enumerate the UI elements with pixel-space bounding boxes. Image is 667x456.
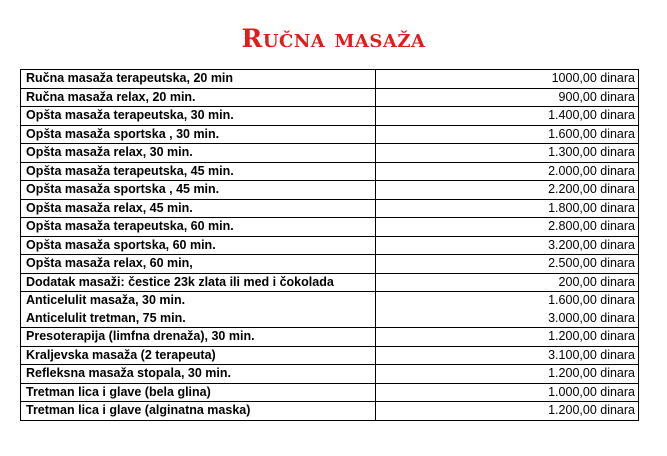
table-row <box>21 181 639 200</box>
table-row <box>21 236 639 255</box>
service-name: Anticelulit tretman, 75 min. <box>21 310 376 328</box>
service-name: Tretman lica i glave (bela glina) <box>21 383 376 402</box>
service-price: 2.500,00 dinara <box>376 255 639 274</box>
table-row <box>21 346 639 365</box>
table-row <box>21 402 639 421</box>
service-name: Opšta masaža terapeutska, 30 min. <box>21 107 376 126</box>
page-title: Ručna masaža <box>241 24 426 53</box>
service-name: Dodatak masaži: čestice 23k zlata ili med i čokolada <box>21 273 376 292</box>
service-price: 1.300,00 dinara <box>376 144 639 163</box>
table-row <box>21 199 639 218</box>
service-name: Presoterapija (limfna drenaža), 30 min. <box>21 328 376 347</box>
table-row <box>21 162 639 181</box>
service-price: 2.000,00 dinara <box>376 162 639 181</box>
service-name: Anticelulit masaža, 30 min. <box>21 292 376 310</box>
service-price: 1000,00 dinara <box>376 70 639 89</box>
table-row <box>21 383 639 402</box>
service-name: Opšta masaža sportska, 60 min. <box>21 236 376 255</box>
service-name: Tretman lica i glave (alginatna maska) <box>21 402 376 421</box>
price-table <box>20 69 639 421</box>
table-row <box>21 125 639 144</box>
service-price: 200,00 dinara <box>376 273 639 292</box>
service-name: Refleksna masaža stopala, 30 min. <box>21 365 376 384</box>
service-name: Opšta masaža relax, 45 min. <box>21 199 376 218</box>
service-name: Opšta masaža relax, 30 min. <box>21 144 376 163</box>
service-price: 2.800,00 dinara <box>376 218 639 237</box>
table-row <box>21 144 639 163</box>
table-row <box>21 328 639 347</box>
service-price: 3.100,00 dinara <box>376 346 639 365</box>
service-name: Opšta masaža sportska , 30 min. <box>21 125 376 144</box>
table-row <box>21 70 639 89</box>
table-row <box>21 273 639 292</box>
service-name: Opšta masaža terapeutska, 45 min. <box>21 162 376 181</box>
service-name: Ručna masaža terapeutska, 20 min <box>21 70 376 89</box>
table-row <box>21 255 639 274</box>
service-price: 1.200,00 dinara <box>376 365 639 384</box>
service-price: 3.000,00 dinara <box>376 310 639 328</box>
table-row <box>21 292 639 310</box>
table-row <box>21 218 639 237</box>
service-price: 1.800,00 dinara <box>376 199 639 218</box>
service-price: 900,00 dinara <box>376 88 639 107</box>
service-price: 1.600,00 dinara <box>376 292 639 310</box>
table-row <box>21 310 639 328</box>
table-row <box>21 107 639 126</box>
service-price: 2.200,00 dinara <box>376 181 639 200</box>
service-price: 1.200,00 dinara <box>376 402 639 421</box>
service-name: Opšta masaža relax, 60 min, <box>21 255 376 274</box>
service-price: 3.200,00 dinara <box>376 236 639 255</box>
service-name: Kraljevska masaža (2 terapeuta) <box>21 346 376 365</box>
service-price: 1.600,00 dinara <box>376 125 639 144</box>
service-price: 1.200,00 dinara <box>376 328 639 347</box>
service-name: Opšta masaža terapeutska, 60 min. <box>21 218 376 237</box>
service-price: 1.000,00 dinara <box>376 383 639 402</box>
table-row <box>21 88 639 107</box>
table-row <box>21 365 639 384</box>
service-price: 1.400,00 dinara <box>376 107 639 126</box>
service-name: Opšta masaža sportska , 45 min. <box>21 181 376 200</box>
service-name: Ručna masaža relax, 20 min. <box>21 88 376 107</box>
